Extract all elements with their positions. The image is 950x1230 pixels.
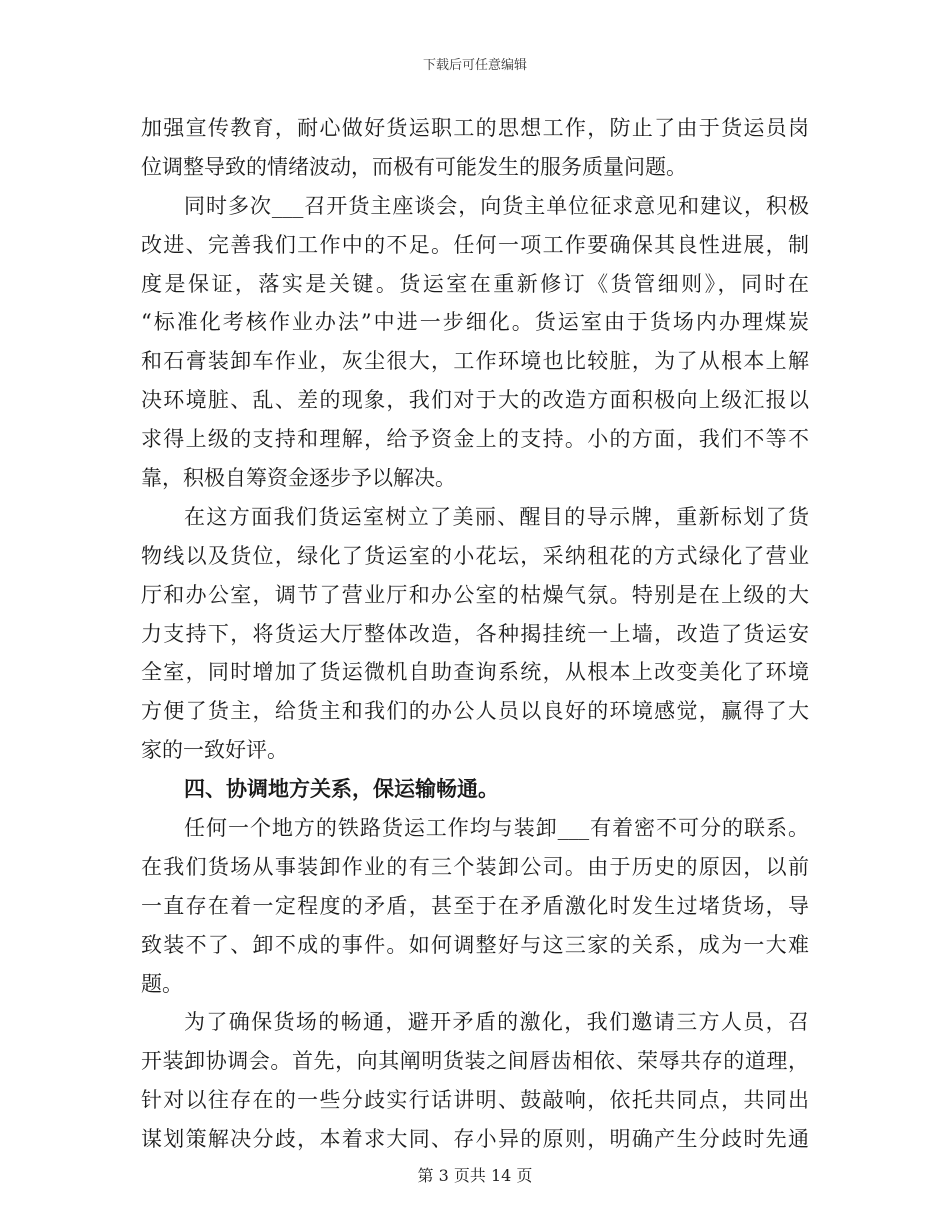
text-line: 位调整导致的情绪波动，而极有可能发生的服务质量问题。: [141, 154, 687, 179]
text-line: 度是保证，落实是关键。货运室在重新修订《货管细则》，同时在: [141, 271, 809, 296]
text-line: 方便了货主，给货主和我们的办公人员以良好的环境感觉，赢得了大: [141, 699, 809, 724]
page-footer: 第 3 页共 14 页: [417, 1166, 533, 1185]
text-line: 力支持下，将货运大厅整体改造，各种揭挂统一上墙，改造了货运安: [141, 621, 809, 646]
document-body: [141, 109, 809, 1159]
text-line: 同时多次___召开货主座谈会，向货主单位征求意见和建议，积极: [184, 193, 809, 218]
text-line: 决环境脏、乱、差的现象，我们对于大的改造方面积极向上级汇报以: [141, 388, 809, 413]
text-line: 在我们货场从事装卸作业的有三个装卸公司。由于历史的原因，以前: [141, 854, 809, 879]
text-line: 任何一个地方的铁路货运工作均与装卸___有着密不可分的联系。: [184, 816, 809, 841]
text-line: 开装卸协调会。首先，向其阐明货装之间唇齿相依、荣辱共存的道理，: [141, 1049, 809, 1074]
text-line: 物线以及货位，绿化了货运室的小花坛，采纳租花的方式绿化了营业: [141, 543, 809, 568]
text-line: “标准化考核作业办法”中进一步细化。货运室由于货场内办理煤炭: [141, 310, 809, 335]
text-line: 靠，积极自筹资金逐步予以解决。: [141, 466, 456, 491]
section-heading: 四、协调地方关系，保运输畅通。: [184, 776, 499, 802]
page-header: 下载后可任意编辑: [422, 58, 527, 73]
text-line: 一直存在着一定程度的矛盾，甚至于在矛盾激化时发生过堵货场，导: [141, 893, 809, 918]
text-line: 题。: [141, 971, 183, 996]
text-line: 针对以往存在的一些分歧实行话讲明、鼓敲响，依托共同点，共同出: [141, 1088, 809, 1113]
text-line: 和石膏装卸车作业，灰尘很大，工作环境也比较脏，为了从根本上解: [141, 349, 809, 374]
text-line: 求得上级的支持和理解，给予资金上的支持。小的方面，我们不等不: [141, 427, 809, 452]
text-line: 厅和办公室，调节了营业厅和办公室的枯燥气氛。特别是在上级的大: [141, 582, 809, 607]
text-line: 为了确保货场的畅通，避开矛盾的激化，我们邀请三方人员，召: [184, 1010, 809, 1035]
text-line: 加强宣传教育，耐心做好货运职工的思想工作，防止了由于货运员岗: [141, 116, 809, 140]
text-line: 致装不了、卸不成的事件。如何调整好与这三家的关系，成为一大难: [141, 932, 809, 957]
text-line: 谋划策解决分歧，本着求大同、存小异的原则，明确产生分歧时先通: [141, 1127, 809, 1152]
text-line: 在这方面我们货运室树立了美丽、醒目的导示牌，重新标划了货: [184, 504, 809, 529]
text-line: 家的一致好评。: [141, 738, 288, 763]
text-line: 改进、完善我们工作中的不足。任何一项工作要确保其良性进展，制: [141, 232, 809, 257]
text-line: 全室，同时增加了货运微机自助查询系统，从根本上改变美化了环境: [141, 660, 809, 685]
